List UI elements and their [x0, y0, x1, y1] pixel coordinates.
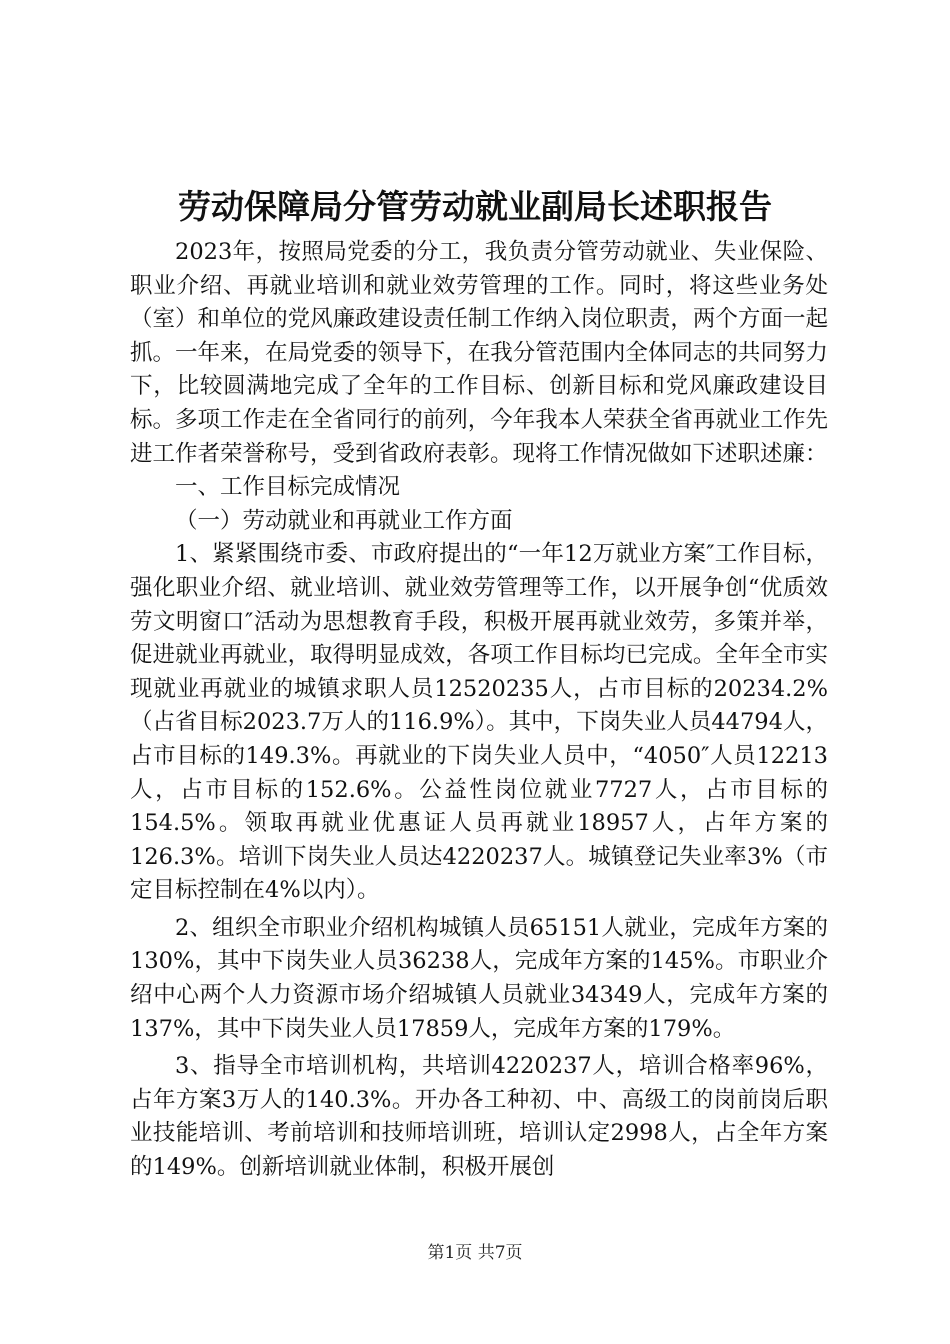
subsection-heading: （一）劳动就业和再就业工作方面	[175, 507, 513, 534]
document-title: 劳动保障局分管劳动就业副局长述职报告	[178, 187, 772, 226]
document-body	[130, 236, 828, 1185]
paragraph-item-3: 3、指导全市培训机构，共培训4220237人，培训合格率96%，占年方案3万人的140.3%。开办各工种初、中、高级工的岗前岗后职业技能培训、考前培训和技师培训班，培训认定2998人，占全年方案的149%。创新培训就业体制，积极开展创	[130, 1053, 828, 1181]
section-heading: 一、工作目标完成情况	[175, 474, 401, 501]
paragraph-intro: 2023年，按照局党委的分工，我负责分管劳动就业、失业保险、职业介绍、再就业培训和就业效劳管理的工作。同时，将这些业务处（室）和单位的党风廉政建设责任制工作纳入岗位职责，两个方面一起抓。一年来，在局党委的领导下，在我分管范围内全体同志的共同努力下，比较圆满地完成了全年的工作目标、创新目标和党风廉政建设目标。多项工作走在全省同行的前列，今年我本人荣获全省再就业工作先进工作者荣誉称号，受到省政府表彰。现将工作情况做如下述职述廉：	[130, 239, 828, 467]
paragraph-item-2: 2、组织全市职业介绍机构城镇人员65151人就业，完成年方案的130%，其中下岗失业人员36238人，完成年方案的145%。市职业介绍中心两个人力资源市场介绍城镇人员就业34349人，完成年方案的137%，其中下岗失业人员17859人，完成年方案的179%。	[130, 914, 828, 1042]
page-footer: 第1页 共7页	[427, 1243, 523, 1263]
paragraph-item-1: 1、紧紧围绕市委、市政府提出的“一年12万就业方案″工作目标，强化职业介绍、就业培训、就业效劳管理等工作，以开展争创“优质效劳文明窗口″活动为思想教育手段，积极开展再就业效劳，多策并举，促进就业再就业，取得明显成效，各项工作目标均已完成。全年全市实现就业再就业的城镇求职人员12520235人，占市目标的20234.2%（占省目标2023.7万人的116.9%）。其中，下岗失业人员44794人，占市目标的149.3%。再就业的下岗失业人员中，“4050″人员12213人，占市目标的152.6%。公益性岗位就业7727人，占市目标的154.5%。领取再就业优惠证人员再就业18957人，占年方案的126.3%。培训下岗失业人员达4220237人。城镇登记失业率3%（市定目标控制在4%以内）。	[130, 541, 828, 904]
